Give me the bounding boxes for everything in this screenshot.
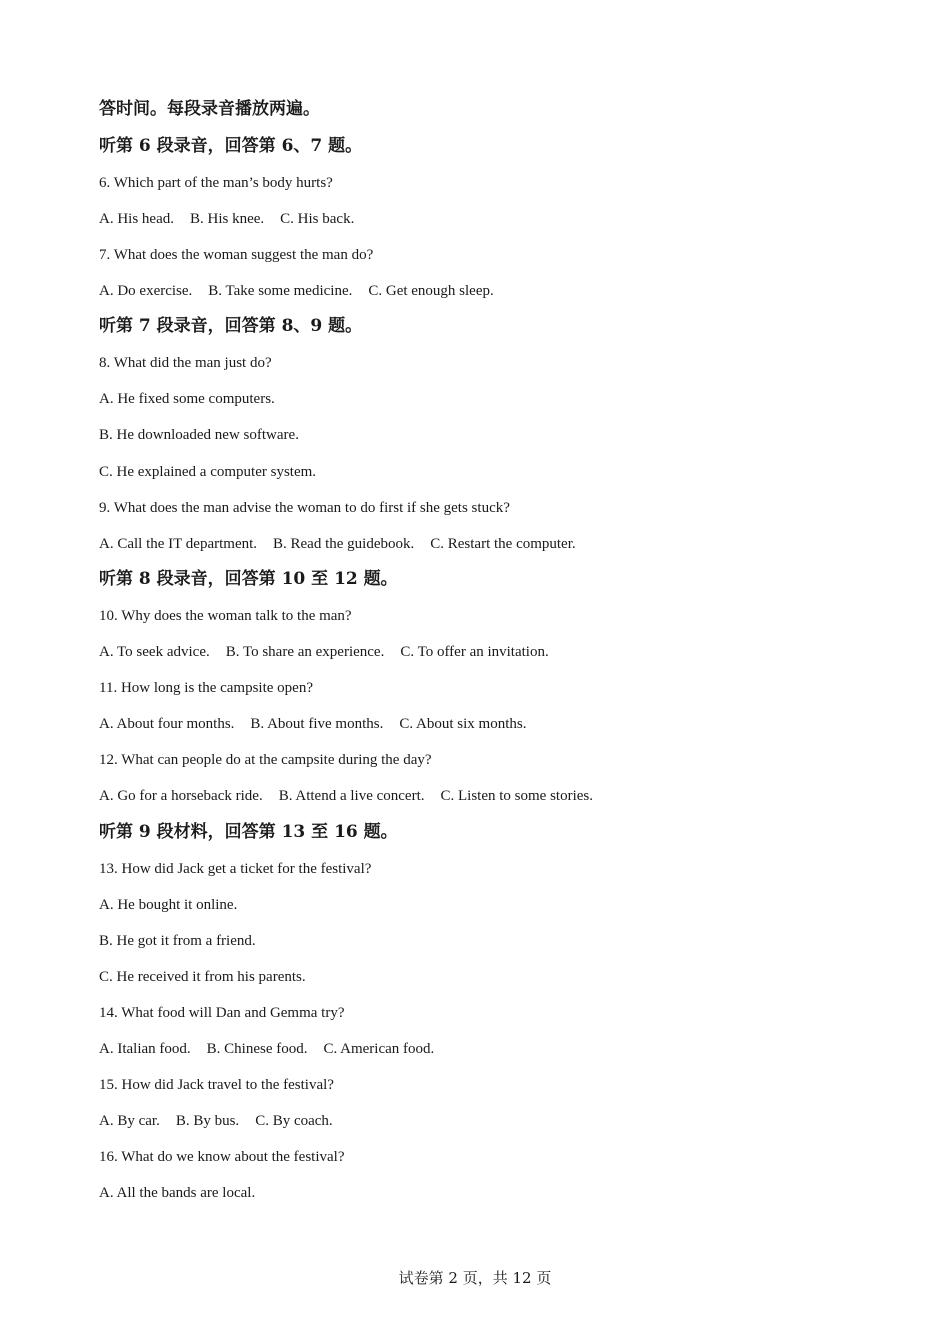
option-a: A. By car. — [99, 1113, 160, 1129]
question-10-options — [99, 642, 549, 662]
question-6: 6. Which part of the man’s body hurts? — [99, 175, 333, 191]
option-a: A. Do exercise. — [99, 283, 193, 299]
section-heading-7: 听第 7 段录音，回答第 8、9 题。 — [99, 316, 363, 336]
question-11-options — [99, 714, 526, 734]
option-c: C. His back. — [280, 211, 355, 227]
question-9-options — [99, 534, 576, 554]
question-10: 10. Why does the woman talk to the man? — [99, 608, 352, 624]
question-15: 15. How did Jack travel to the festival? — [99, 1077, 334, 1093]
option-a: A. Italian food. — [99, 1041, 191, 1057]
question-16-option-a: A. All the bands are local. — [99, 1185, 256, 1201]
question-8-option-a: A. He fixed some computers. — [99, 391, 275, 407]
instruction-text: 答时间。每段录音播放两遍。 — [99, 99, 320, 119]
option-a: A. His head. — [99, 211, 174, 227]
question-8-option-b: B. He downloaded new software. — [99, 427, 299, 443]
question-12: 12. What can people do at the campsite during the day? — [99, 752, 432, 768]
question-16: 16. What do we know about the festival? — [99, 1149, 345, 1165]
question-6-options — [99, 209, 354, 229]
option-c: C. Restart the computer. — [430, 536, 576, 552]
question-12-options — [99, 786, 593, 806]
question-15-options — [99, 1111, 333, 1131]
option-c: C. By coach. — [255, 1113, 333, 1129]
option-a: A. About four months. — [99, 716, 235, 732]
question-13-option-a: A. He bought it online. — [99, 897, 238, 913]
question-11: 11. How long is the campsite open? — [99, 680, 313, 696]
question-8-option-c: C. He explained a computer system. — [99, 464, 317, 480]
option-c: C. About six months. — [399, 716, 527, 732]
question-13-option-b: B. He got it from a friend. — [99, 933, 256, 949]
question-8: 8. What did the man just do? — [99, 355, 272, 371]
option-b: B. By bus. — [175, 1113, 240, 1129]
question-13: 13. How did Jack get a ticket for the festival? — [99, 861, 372, 877]
question-13-option-c: C. He received it from his parents. — [99, 969, 306, 985]
option-b: B. Read the guidebook. — [273, 536, 415, 552]
option-a: A. Go for a horseback ride. — [99, 788, 263, 804]
option-b: B. Chinese food. — [206, 1041, 308, 1057]
section-heading-8: 听第 8 段录音，回答第 10 至 12 题。 — [99, 569, 398, 589]
option-a: A. To seek advice. — [99, 644, 210, 660]
question-9: 9. What does the man advise the woman to do first if she gets stuck? — [99, 500, 510, 516]
section-heading-9: 听第 9 段材料，回答第 13 至 16 题。 — [99, 822, 398, 842]
page-footer: 试卷第 2 页，共 12 页 — [398, 1269, 552, 1287]
option-b: B. To share an experience. — [225, 644, 385, 660]
question-14: 14. What food will Dan and Gemma try? — [99, 1005, 345, 1021]
option-c: C. American food. — [323, 1041, 435, 1057]
option-c: C. Get enough sleep. — [368, 283, 494, 299]
option-b: B. His knee. — [190, 211, 265, 227]
section-heading-6: 听第 6 段录音，回答第 6、7 题。 — [99, 136, 363, 156]
option-c: C. Listen to some stories. — [440, 788, 593, 804]
option-b: B. About five months. — [250, 716, 384, 732]
question-7: 7. What does the woman suggest the man do? — [99, 247, 374, 263]
option-b: B. Take some medicine. — [208, 283, 353, 299]
option-b: B. Attend a live concert. — [278, 788, 425, 804]
question-7-options — [99, 281, 494, 301]
option-a: A. Call the IT department. — [99, 536, 258, 552]
option-c: C. To offer an invitation. — [400, 644, 549, 660]
question-14-options — [99, 1039, 434, 1059]
